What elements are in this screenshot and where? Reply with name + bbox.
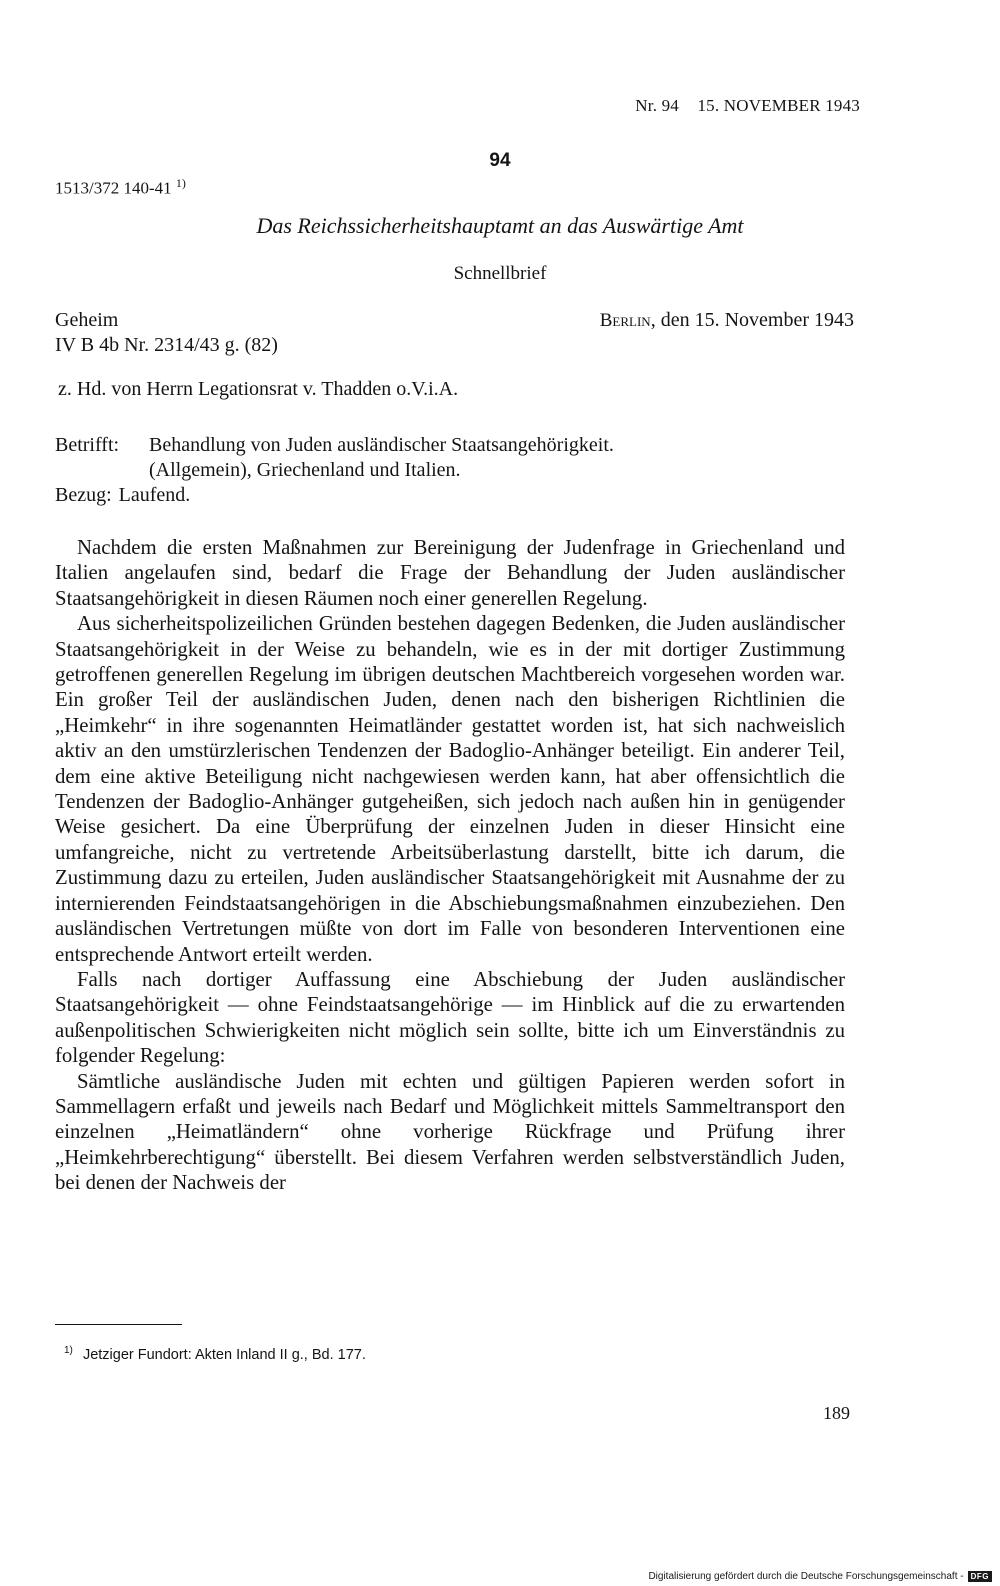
footnote <box>64 1345 366 1363</box>
subject-line-1: Behandlung von Juden ausländischer Staatsangehörigkeit. <box>149 434 614 456</box>
document-number: 94 <box>489 150 511 171</box>
paragraph: Nachdem die ersten Maßnahmen zur Bereinigung der Judenfrage in Griechenland und Italien angelaufen sind, bedarf die Frage der Behandlung der Juden ausländischer Staatsangehörigkeit in diesen Räumen noch einer generellen Regelung. <box>55 536 845 610</box>
place-date <box>600 308 854 333</box>
attention-line: z. Hd. von Herrn Legationsrat v. Thadden o.V.i.A. <box>58 378 459 400</box>
subject-label: Betrifft: <box>55 434 120 456</box>
date: , den 15. November 1943 <box>650 309 854 331</box>
body-text <box>55 535 845 1196</box>
footnote-divider <box>55 1324 182 1325</box>
reference-value: Laufend. <box>118 484 191 506</box>
footnote-text: Jetziger Fundort: Akten Inland II g., Bd. 177. <box>82 1346 366 1363</box>
place: Berlin <box>599 310 651 331</box>
document-subheading: Schnellbrief <box>453 263 547 284</box>
paragraph: Aus sicherheitspolizeilichen Gründen bestehen dagegen Bedenken, die Juden ausländischer Staatsangehörigkeit in der Weise zu behandeln, wie es in der mit dortiger Zustimmung getroffenen generellen Regelung im übrigen deutschen Machtbereich vorgesehen worden war. Ein großer Teil der ausländischen Juden, denen nach den bisherigen Richtlinien die „Heimkehr“ in ihre sogenannten Heimatländer gestattet worden ist, hat sich nachweislich aktiv an den umstürzlerischen Tendenzen der Badoglio-Anhänger beteiligt. Ein anderer Teil, dem eine aktive Beteiligung nicht nachgewiesen werden kann, hat aber offensichtlich die Tendenzen der Badoglio-Anhänger gutgeheißen, sich jedoch nach außen hin in genügender Weise gesichert. Da eine Überprüfung der einzelnen Juden in dieser Hinsicht eine umfangreiche, nicht zu vertretende Arbeitsüberlastung darstellt, bitte ich darum, die Zustimmung dazu zu erteilen, Juden ausländischer Staatsangehörigkeit mit Ausnahme der zu internierenden Feindstaatsangehörigen in die Abschiebungsmaßnahmen einzubeziehen. Den ausländischen Vertretungen müßte von dort im Falle von besonderen Interventionen eine entsprechende Antwort erteilt werden. <box>55 612 845 966</box>
subject-line-2: (Allgemein), Griechenland und Italien. <box>149 459 461 481</box>
archive-reference <box>55 176 186 199</box>
subject-block <box>55 433 614 508</box>
dfg-logo-icon: DFG <box>968 1571 992 1582</box>
running-head-doc-label: Nr. 94 <box>635 96 679 115</box>
paragraph: Sämtliche ausländische Juden mit echten und gültigen Papieren werden sofort in Sammellagern erfaßt und jeweils nach Bedarf und Möglichkeit mittels Sammeltransport den einzelnen „Heimatländern“ ohne vorherige Rückfrage und Prüfung ihrer „Heimkehrberechtigung“ überstellt. Bei diesem Verfahren werden selbstverständlich Juden, bei denen der Nachweis der <box>55 1069 845 1195</box>
reference-label: Bezug: <box>55 484 112 506</box>
paragraph: Falls nach dortiger Auffassung eine Abschiebung der Juden ausländischer Staatsangehörigkeit — ohne Feindstaatsangehörige — im Hinblick auf die zu erwartenden außenpolitischen Schwierigkeiten nicht möglich sein sollte, bitte ich um Einverständnis zu folgender Regelung: <box>55 967 845 1068</box>
document-heading: Das Reichssicherheitshauptamt an das Auswärtige Amt <box>256 213 744 238</box>
file-number: IV B 4b Nr. 2314/43 g. (82) <box>55 334 278 356</box>
classification: Geheim <box>55 309 119 331</box>
footnote-marker: 1) <box>64 1345 73 1356</box>
reference-row <box>55 483 614 508</box>
page-number: 189 <box>823 1403 850 1423</box>
archive-reference-footnote-marker: 1) <box>175 176 186 190</box>
archive-reference-number: 1513/372 140-41 <box>55 178 172 198</box>
running-head-date: 15. NOVEMBER 1943 <box>697 96 860 115</box>
digitization-credit <box>648 1571 992 1582</box>
subject-row <box>55 433 614 458</box>
digitization-note: Digitalisierung gefördert durch die Deutsche Forschungsgemeinschaft - <box>648 1571 964 1582</box>
meta-left-block <box>55 308 278 358</box>
running-head <box>635 96 860 116</box>
